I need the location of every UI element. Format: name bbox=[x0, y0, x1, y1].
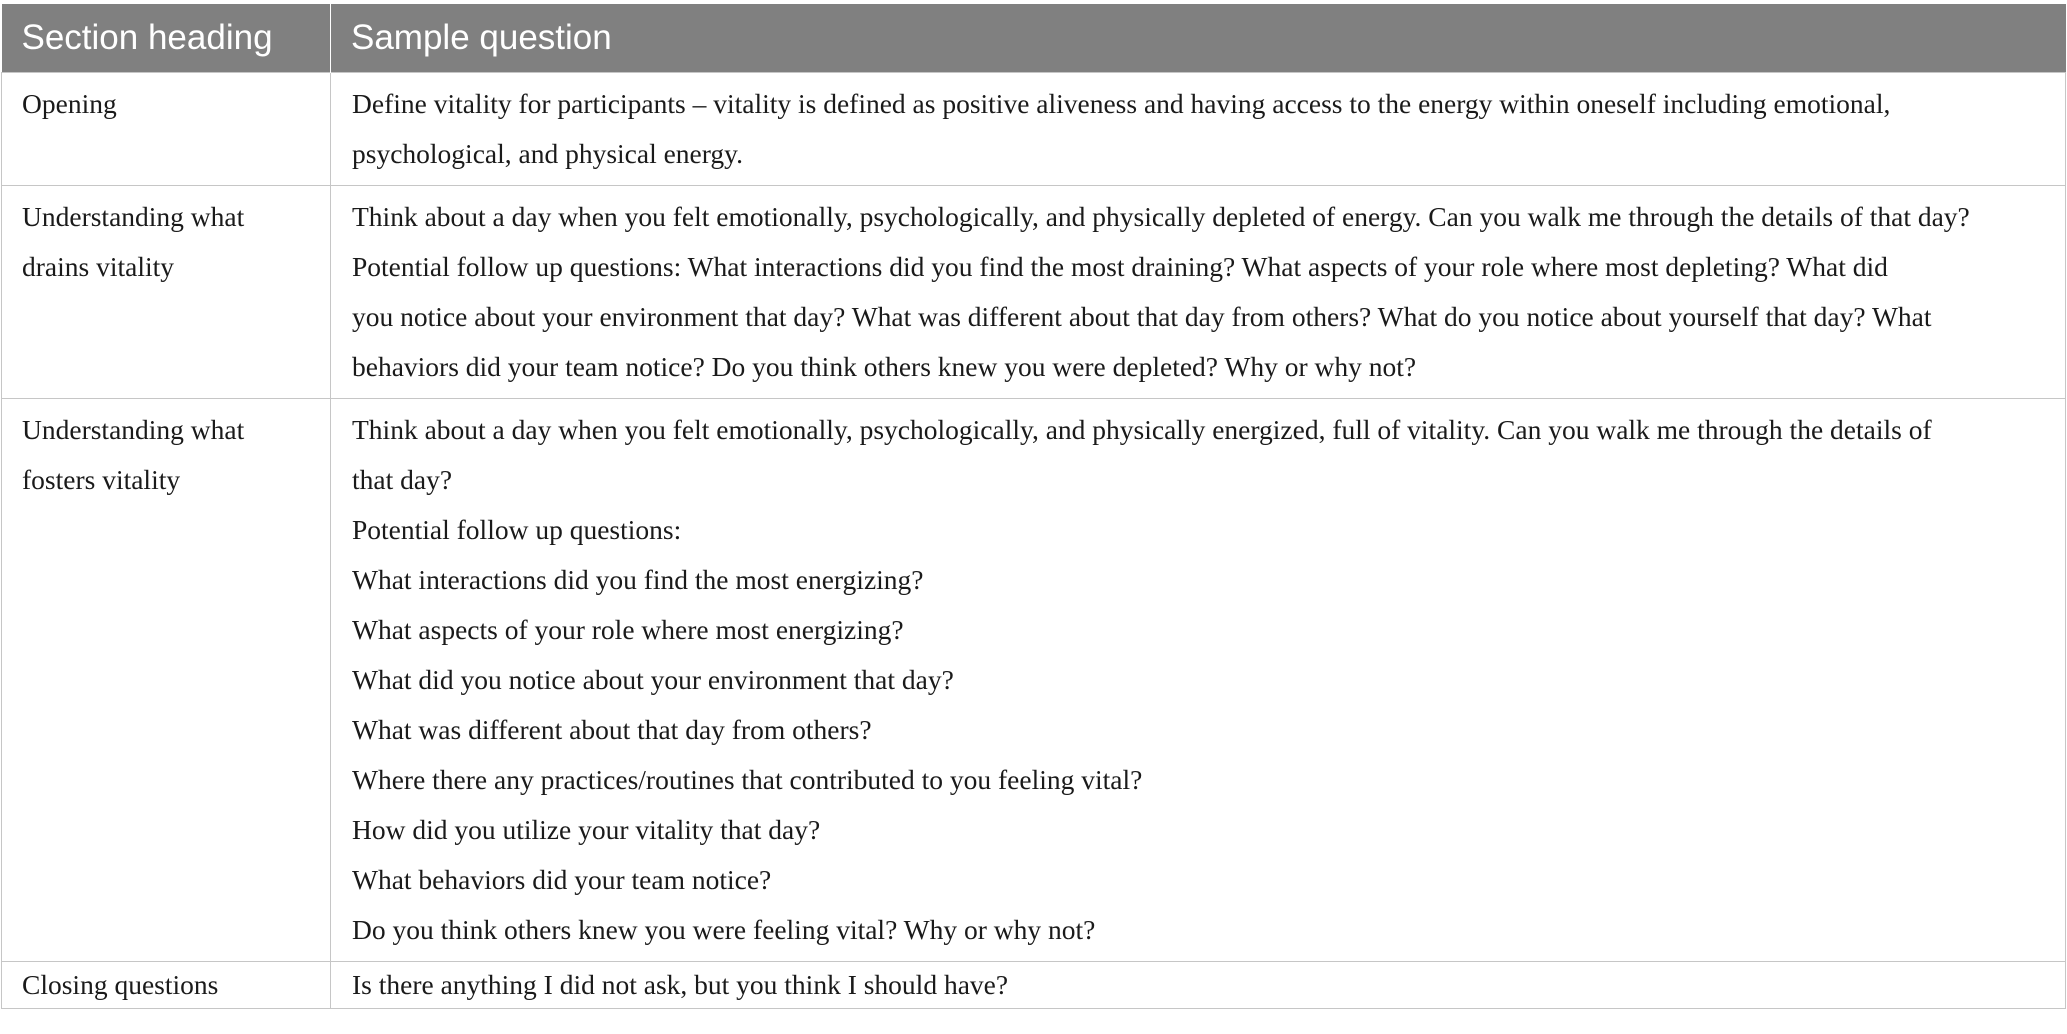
section-heading-cell bbox=[2, 398, 331, 961]
table-header bbox=[2, 4, 2066, 72]
sample-question-cell bbox=[331, 961, 2066, 1008]
question-line: Do you think others knew you were feeling vital? Why or why not? bbox=[352, 913, 1096, 945]
question-line: that day? bbox=[352, 463, 453, 495]
question-line: Think about a day when you felt emotionally, psychologically, and physically depleted of energy. Can you walk me through the details of that day? bbox=[352, 200, 1970, 232]
section-heading-line: Opening bbox=[22, 87, 117, 119]
interview-guide-table bbox=[1, 4, 2066, 1009]
section-heading-line: fosters vitality bbox=[22, 463, 181, 495]
interview-guide-table-container bbox=[1, 4, 2065, 1009]
section-heading-line: Understanding what bbox=[22, 200, 245, 232]
question-line: Think about a day when you felt emotionally, psychologically, and physically energized, full of vitality. Can you walk me through the details of bbox=[352, 413, 1932, 445]
sample-question-cell bbox=[331, 398, 2066, 961]
question-line: What interactions did you find the most energizing? bbox=[352, 563, 924, 595]
question-line: psychological, and physical energy. bbox=[352, 137, 744, 169]
table-row-opening bbox=[2, 72, 2066, 185]
table-row-fosters-vitality bbox=[2, 398, 2066, 961]
section-heading-cell bbox=[2, 72, 331, 185]
header-sample-question: Sample question bbox=[331, 4, 2066, 72]
sample-question-cell bbox=[331, 185, 2066, 398]
section-heading-cell bbox=[2, 961, 331, 1008]
question-line: Define vitality for participants – vitality is defined as positive aliveness and having access to the energy within oneself including emotional, bbox=[352, 87, 1891, 119]
section-heading-line: Understanding what bbox=[22, 413, 245, 445]
question-line: Potential follow up questions: bbox=[352, 513, 682, 545]
question-line: Potential follow up questions: What interactions did you find the most draining? What aspects of your role where most depleting? What did bbox=[352, 250, 1888, 282]
question-line: What behaviors did your team notice? bbox=[352, 863, 772, 895]
question-line: Where there any practices/routines that contributed to you feeling vital? bbox=[352, 763, 1143, 795]
question-line: How did you utilize your vitality that day? bbox=[352, 813, 821, 845]
section-heading-line: drains vitality bbox=[22, 250, 174, 282]
table-row-closing bbox=[2, 961, 2066, 1008]
header-section-heading: Section heading bbox=[2, 4, 331, 72]
section-heading-line: Closing questions bbox=[22, 968, 219, 1000]
table-body bbox=[2, 72, 2066, 1008]
section-heading-cell bbox=[2, 185, 331, 398]
sample-question-cell bbox=[331, 72, 2066, 185]
question-line: What was different about that day from others? bbox=[352, 713, 872, 745]
question-line: behaviors did your team notice? Do you think others knew you were depleted? Why or why not? bbox=[352, 350, 1417, 382]
header-row bbox=[2, 4, 2066, 72]
question-line: What aspects of your role where most energizing? bbox=[352, 613, 904, 645]
question-line: Is there anything I did not ask, but you think I should have? bbox=[352, 968, 1009, 1000]
table-row-drains-vitality bbox=[2, 185, 2066, 398]
question-line: What did you notice about your environment that day? bbox=[352, 663, 954, 695]
question-line: you notice about your environment that day? What was different about that day from others? What do you notice about yourself that day? What bbox=[352, 300, 1932, 332]
